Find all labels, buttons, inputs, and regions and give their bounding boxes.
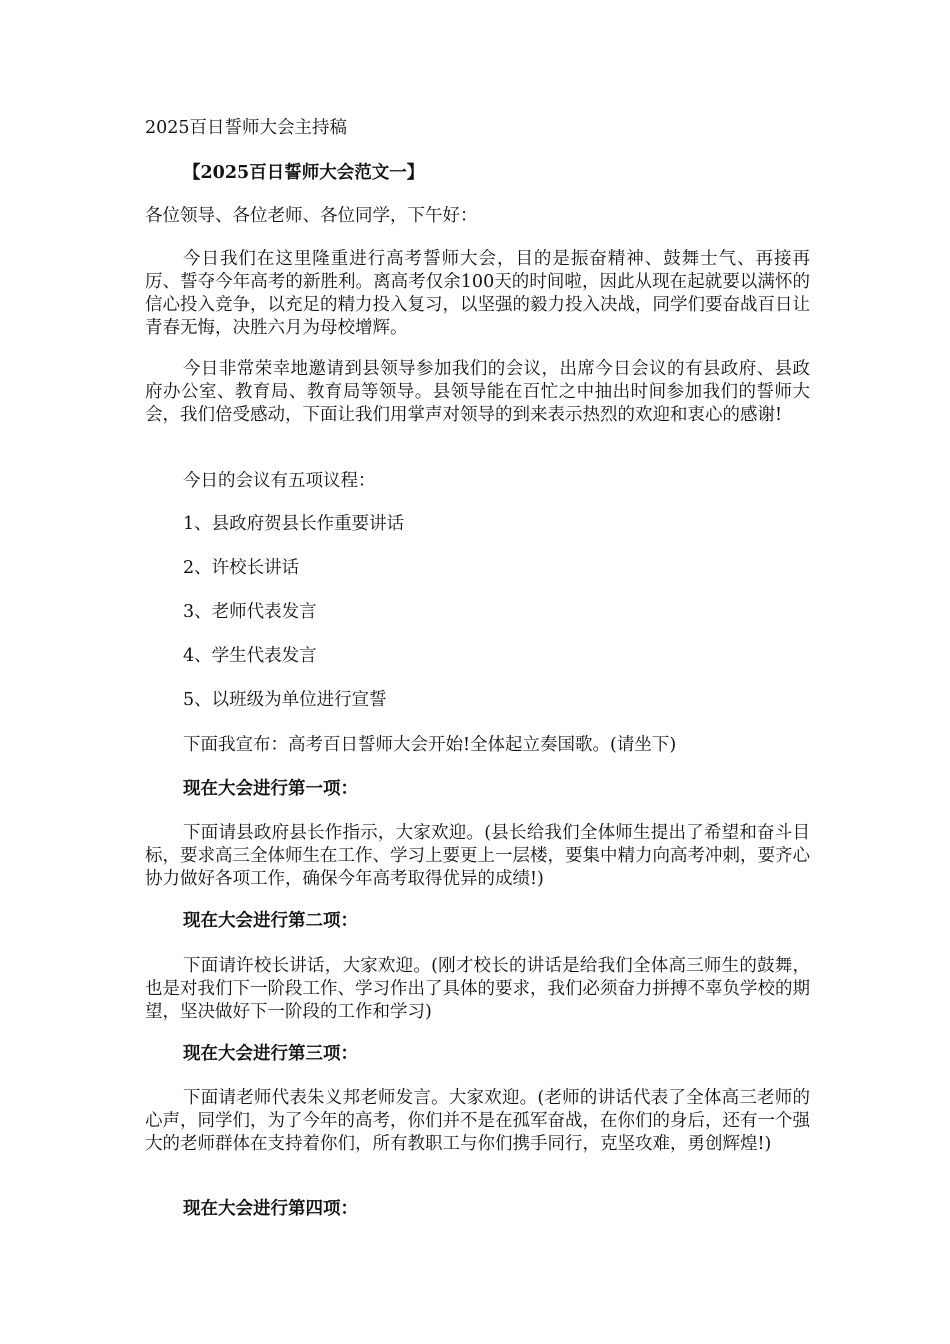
document-title: 2025百日誓师大会主持稿 bbox=[145, 118, 348, 138]
item2-text: 下面请许校长讲话，大家欢迎。(刚才校长的讲话是给我们全体高三师生的鼓舞，也是对我们下一阶段工作、学习作出了具体的要求，我们必须奋力拼搏不辜负学校的期望，坚决做好下一阶段的工作和学习) bbox=[145, 956, 810, 1022]
item1-heading: 现在大会进行第一项： bbox=[183, 779, 358, 799]
agenda-item: 4、学生代表发言 bbox=[183, 646, 317, 666]
agenda-intro: 今日的会议有五项议程： bbox=[183, 471, 376, 491]
agenda-item: 1、县政府贺县长作重要讲话 bbox=[183, 514, 405, 534]
announcement: 下面我宣布：高考百日誓师大会开始!全体起立奏国歌。(请坐下) bbox=[183, 735, 677, 755]
paragraph-opening: 今日我们在这里隆重进行高考誓师大会，目的是振奋精神、鼓舞士气、再接再厉、誓夺今年高考的新胜利。离高考仅余100天的时间啦，因此从现在起就要以满怀的信心投入竞争，以充足的精力投入复习，以坚强的毅力投入决战，同学们要奋战百日让青春无悔，决胜六月为母校增辉。 bbox=[145, 249, 810, 338]
agenda-item: 3、老师代表发言 bbox=[183, 602, 317, 622]
item3-text: 下面请老师代表朱义邦老师发言。大家欢迎。(老师的讲话代表了全体高三老师的心声，同学们，为了今年的高考，你们并不是在孤军奋战，在你们的身后，还有一个强大的老师群体在支持着你们，所有教职工与你们携手同行，克坚攻难，勇创辉煌!) bbox=[145, 1088, 810, 1154]
item2-heading: 现在大会进行第二项： bbox=[183, 911, 358, 931]
item1-text: 下面请县政府县长作指示，大家欢迎。(县长给我们全体师生提出了希望和奋斗目标，要求高三全体师生在工作、学习上要更上一层楼，要集中精力向高考冲刺，要齐心协力做好各项工作，确保今年高考取得优异的成绩!) bbox=[145, 823, 810, 889]
greeting: 各位领导、各位老师、各位同学，下午好： bbox=[145, 206, 478, 226]
agenda-item: 5、以班级为单位进行宣誓 bbox=[183, 690, 387, 710]
document-subtitle: 【2025百日誓师大会范文一】 bbox=[183, 163, 425, 183]
agenda-item: 2、许校长讲话 bbox=[183, 558, 300, 578]
paragraph-welcome: 今日非常荣幸地邀请到县领导参加我们的会议，出席今日会议的有县政府、县政府办公室、教育局、教育局等领导。县领导能在百忙之中抽出时间参加我们的誓师大会，我们倍受感动，下面让我们用掌声对领导的到来表示热烈的欢迎和衷心的感谢! bbox=[145, 359, 810, 425]
item3-heading: 现在大会进行第三项： bbox=[183, 1044, 358, 1064]
item4-heading: 现在大会进行第四项： bbox=[183, 1199, 358, 1219]
